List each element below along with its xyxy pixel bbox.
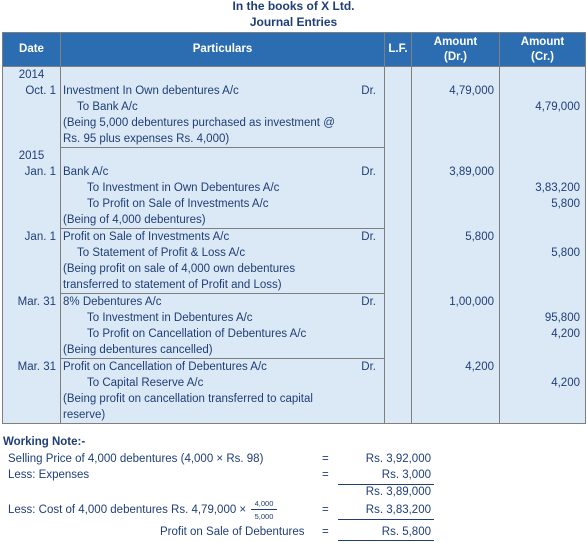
date-cell [3, 326, 61, 342]
amount-cr-cell [500, 277, 586, 294]
table-row [3, 83, 586, 99]
table-row [3, 99, 586, 115]
particulars-cell [61, 196, 385, 212]
amount-dr-cell [412, 180, 500, 196]
particulars-text: 8% Debentures A/c [63, 296, 162, 308]
amount-dr-cell [412, 407, 500, 424]
particulars-cell [61, 212, 385, 229]
table-row [3, 407, 586, 424]
date-cell: 2014 [3, 67, 61, 84]
lf-cell [385, 407, 412, 424]
wn-eq-3: = [322, 504, 329, 516]
amount-dr-cell: 4,79,000 [412, 83, 500, 99]
table-row [3, 196, 586, 212]
lf-cell [385, 326, 412, 342]
amount-cr-cell [500, 115, 586, 131]
amount-dr-cell: 3,89,000 [412, 164, 500, 180]
lf-cell [385, 375, 412, 391]
amount-dr-cell: 1,00,000 [412, 294, 500, 311]
amount-dr-cell: 5,800 [412, 229, 500, 246]
wn-net-proceeds-value: Rs. 3,89,000 [365, 486, 431, 498]
date-cell [3, 391, 61, 407]
amount-dr-cell [412, 131, 500, 148]
working-note-title: Working Note:- [3, 436, 86, 448]
particulars-text: To Profit on Sale of Investments A/c [87, 198, 269, 210]
lf-cell [385, 310, 412, 326]
particulars-text: reserve) [63, 409, 106, 421]
lf-cell [385, 115, 412, 131]
amount-cr-cell: 4,79,000 [500, 99, 586, 115]
table-row [3, 229, 586, 246]
amount-cr-cell [500, 164, 586, 180]
wn-profit-label: Profit on Sale of Debentures [160, 526, 305, 538]
amount-dr-cell [412, 277, 500, 294]
amount-cr-cell [500, 83, 586, 99]
wn-cost-label: Less: Cost of 4,000 debentures Rs. 4,79,000 × [8, 504, 247, 516]
table-row [3, 375, 586, 391]
amount-cr-cell [500, 131, 586, 148]
lf-cell [385, 245, 412, 261]
particulars-text: Profit on Sale of Investments A/c [63, 231, 230, 243]
journal-table [2, 32, 586, 424]
amount-dr-cell [412, 196, 500, 212]
wn-rule-3 [338, 540, 434, 541]
lf-cell [385, 391, 412, 407]
table-row [3, 67, 586, 84]
amount-cr-cell: 4,200 [500, 375, 586, 391]
table-row [3, 212, 586, 229]
particulars-cell [61, 277, 385, 294]
debit-marker: Dr. [361, 231, 376, 243]
debit-marker: Dr. [361, 296, 376, 308]
amount-cr-cell [500, 67, 586, 84]
amount-cr-cell [500, 148, 586, 165]
amount-cr-cell [500, 407, 586, 424]
date-cell [3, 180, 61, 196]
col-date: Date [3, 33, 61, 67]
particulars-cell [61, 326, 385, 342]
debit-marker: Dr. [361, 166, 376, 178]
table-row [3, 148, 586, 165]
particulars-cell [61, 245, 385, 261]
table-row [3, 391, 586, 407]
date-cell [3, 115, 61, 131]
date-cell: Jan. 1 [3, 229, 61, 246]
amount-cr-cell [500, 229, 586, 246]
particulars-text: Investment In Own debentures A/c [63, 85, 239, 97]
amount-cr-cell: 5,800 [500, 245, 586, 261]
particulars-text: (Being of 4,000 debentures) [63, 214, 206, 226]
date-cell [3, 212, 61, 229]
table-row [3, 131, 586, 148]
amount-dr-cell [412, 245, 500, 261]
lf-cell [385, 196, 412, 212]
particulars-cell [61, 83, 385, 99]
amount-cr-cell: 4,200 [500, 326, 586, 342]
amount-dr-cell [412, 310, 500, 326]
date-cell: Mar. 31 [3, 294, 61, 311]
debit-marker: Dr. [361, 361, 376, 373]
table-row [3, 310, 586, 326]
table-row [3, 180, 586, 196]
lf-cell [385, 261, 412, 277]
amount-cr-cell: 3,83,200 [500, 180, 586, 196]
particulars-cell [61, 229, 385, 246]
particulars-text: To Bank A/c [77, 101, 138, 113]
lf-cell [385, 131, 412, 148]
particulars-text: (Being profit on cancellation transferred to capital [63, 393, 313, 405]
particulars-text: To Statement of Profit & Loss A/c [77, 247, 246, 259]
particulars-text: (Being 5,000 debentures purchased as investment @ [63, 117, 335, 129]
wn-eq-4: = [322, 526, 329, 538]
date-cell: Oct. 1 [3, 83, 61, 99]
lf-cell [385, 277, 412, 294]
table-row [3, 164, 586, 180]
date-cell: 2015 [3, 148, 61, 165]
particulars-cell [61, 99, 385, 115]
lf-cell [385, 67, 412, 84]
table-row [3, 245, 586, 261]
lf-cell [385, 342, 412, 359]
table-row [3, 277, 586, 294]
date-cell: Mar. 31 [3, 359, 61, 376]
lf-cell [385, 99, 412, 115]
particulars-cell [61, 391, 385, 407]
col-lf: L.F. [385, 33, 412, 67]
wn-expenses-value: Rs. 3,000 [381, 469, 431, 481]
amount-dr-cell [412, 326, 500, 342]
col-amount-cr: Amount (Cr.) [500, 33, 586, 67]
date-cell: Jan. 1 [3, 164, 61, 180]
particulars-cell [61, 375, 385, 391]
amount-cr-cell [500, 212, 586, 229]
particulars-text: (Being debentures cancelled) [63, 344, 213, 356]
wn-fraction-numerator: 4,000 [254, 499, 274, 508]
lf-cell [385, 180, 412, 196]
date-cell [3, 342, 61, 359]
amount-cr-cell: 5,800 [500, 196, 586, 212]
book-title: In the books of X Ltd. [232, 0, 355, 13]
amount-dr-cell [412, 115, 500, 131]
date-cell [3, 375, 61, 391]
particulars-text: transferred to statement of Profit and Loss) [63, 279, 282, 291]
amount-dr-cell [412, 375, 500, 391]
lf-cell [385, 229, 412, 246]
amount-dr-cell [412, 212, 500, 229]
date-cell [3, 261, 61, 277]
amount-dr-cell [412, 99, 500, 115]
particulars-text: To Profit on Cancellation of Debentures A/c [87, 328, 307, 340]
amount-dr-cell [412, 391, 500, 407]
particulars-cell [61, 407, 385, 424]
date-cell [3, 196, 61, 212]
date-cell [3, 245, 61, 261]
col-particulars: Particulars [61, 33, 385, 67]
journal-title: Journal Entries [249, 15, 338, 29]
particulars-cell [61, 131, 385, 148]
wn-expenses-label: Less: Expenses [8, 469, 90, 481]
table-row [3, 115, 586, 131]
table-row [3, 359, 586, 376]
lf-cell [385, 294, 412, 311]
lf-cell [385, 148, 412, 165]
col-amount-dr: Amount (Dr.) [412, 33, 500, 67]
date-cell [3, 99, 61, 115]
particulars-text: (Being profit on sale of 4,000 own debentures [63, 263, 296, 275]
date-cell [3, 131, 61, 148]
table-row [3, 294, 586, 311]
date-cell [3, 407, 61, 424]
particulars-cell [61, 180, 385, 196]
amount-dr-cell: 4,200 [412, 359, 500, 376]
particulars-cell [61, 261, 385, 277]
table-row [3, 261, 586, 277]
wn-selling-price-value: Rs. 3,92,000 [365, 453, 431, 465]
amount-dr-cell [412, 67, 500, 84]
wn-eq-2: = [322, 469, 329, 481]
table-row [3, 326, 586, 342]
amount-cr-cell [500, 294, 586, 311]
amount-cr-cell: 95,800 [500, 310, 586, 326]
table-row [3, 342, 586, 359]
amount-dr-cell [412, 148, 500, 165]
wn-profit-value: Rs. 5,800 [381, 526, 431, 538]
particulars-text: Bank A/c [63, 166, 109, 178]
table-header-row [3, 33, 586, 67]
lf-cell [385, 212, 412, 229]
particulars-text: To Investment in Debentures A/c [87, 312, 253, 324]
amount-dr-cell [412, 342, 500, 359]
particulars-cell [61, 164, 385, 180]
wn-rule-1 [338, 484, 434, 485]
particulars-cell [61, 148, 385, 165]
wn-selling-price-label: Selling Price of 4,000 debentures (4,000 × Rs. 98) [8, 453, 264, 465]
particulars-cell [61, 342, 385, 359]
amount-cr-cell [500, 261, 586, 277]
amount-cr-cell [500, 359, 586, 376]
particulars-cell [61, 115, 385, 131]
amount-dr-cell [412, 261, 500, 277]
wn-cost-value: Rs. 3,83,200 [365, 504, 431, 516]
lf-cell [385, 83, 412, 99]
particulars-cell [61, 359, 385, 376]
wn-eq-1: = [322, 453, 329, 465]
particulars-text: To Investment in Own Debentures A/c [87, 182, 280, 194]
amount-cr-cell [500, 342, 586, 359]
date-cell [3, 277, 61, 294]
wn-fraction-denominator: 5,000 [254, 512, 274, 521]
amount-cr-cell [500, 391, 586, 407]
particulars-text: Profit on Cancellation of Debentures A/c [63, 361, 267, 373]
wn-rule-2 [338, 519, 434, 520]
particulars-text: To Capital Reserve A/c [87, 377, 204, 389]
debit-marker: Dr. [361, 85, 376, 97]
particulars-cell [61, 67, 385, 84]
lf-cell [385, 164, 412, 180]
lf-cell [385, 359, 412, 376]
wn-fraction-bar [251, 509, 277, 510]
date-cell [3, 310, 61, 326]
particulars-cell [61, 294, 385, 311]
particulars-text: Rs. 95 plus expenses Rs. 4,000) [63, 133, 230, 145]
particulars-cell [61, 310, 385, 326]
